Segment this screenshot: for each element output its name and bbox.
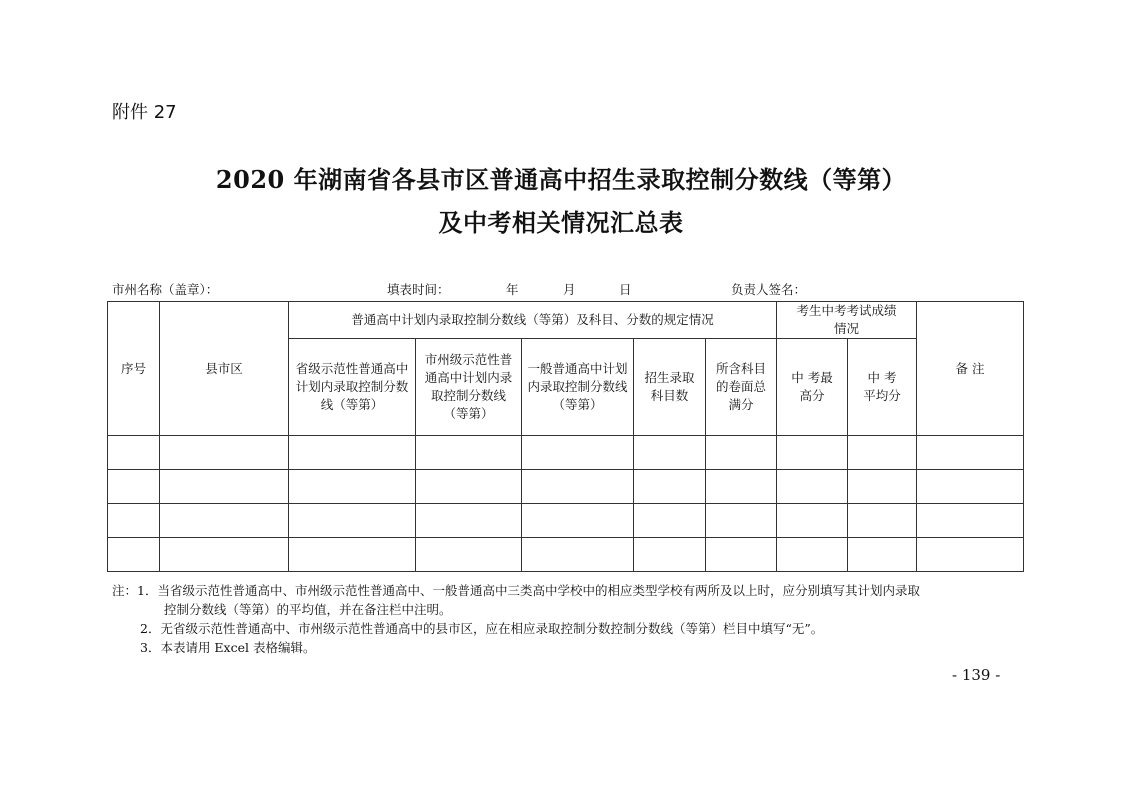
meta-year: 年	[506, 282, 519, 297]
table-cell[interactable]	[416, 470, 522, 504]
notes-block	[112, 581, 1027, 657]
note-1: 注：1．当省级示范性普通高中、市州级示范性普通高中、一般普通高中三类高中学校中的相应类型学校有两所及以上时，应分别填写其计划内录取	[112, 583, 920, 598]
page-number: - 139 -	[952, 666, 1001, 684]
table-cell[interactable]	[917, 470, 1024, 504]
table-cell[interactable]	[848, 470, 917, 504]
table-cell[interactable]	[706, 504, 777, 538]
summary-table	[107, 301, 1024, 572]
table-cell[interactable]	[917, 538, 1024, 572]
meta-sign: 负责人签名：	[731, 282, 807, 297]
table-cell[interactable]	[108, 538, 160, 572]
header-provincial-line: 省级示范性普通高中计划内录取控制分数线（等第）	[289, 339, 416, 436]
table-cell[interactable]	[289, 504, 416, 538]
header-seq: 序号	[108, 302, 160, 436]
header-general-line: 一般普通高中计划内录取控制分数线（等第）	[522, 339, 634, 436]
attachment-label: 附件 27	[112, 102, 177, 123]
table-cell[interactable]	[522, 470, 634, 504]
header-full-score: 所含科目的卷面总满分	[706, 339, 777, 436]
table-cell[interactable]	[917, 436, 1024, 470]
table-cell[interactable]	[777, 538, 848, 572]
header-group-exam: 考生中考考试成绩情况	[777, 302, 917, 339]
table-cell[interactable]	[289, 538, 416, 572]
table-cell[interactable]	[777, 470, 848, 504]
table-cell[interactable]	[634, 470, 706, 504]
table-cell[interactable]	[108, 436, 160, 470]
table-cell[interactable]	[634, 436, 706, 470]
table-cell[interactable]	[160, 538, 289, 572]
meta-fill-time: 填表时间：	[387, 282, 450, 297]
table-cell[interactable]	[160, 504, 289, 538]
table-cell[interactable]	[522, 504, 634, 538]
table-cell[interactable]	[634, 538, 706, 572]
doc-title-line2: 及中考相关情况汇总表	[438, 208, 684, 237]
note-3: 3．本表请用 Excel 表格编辑。	[140, 640, 316, 655]
header-county: 县市区	[160, 302, 289, 436]
meta-day: 日	[619, 282, 632, 297]
table-cell[interactable]	[848, 436, 917, 470]
table-cell[interactable]	[848, 538, 917, 572]
header-subject-count: 招生录取科目数	[634, 339, 706, 436]
header-remark: 备 注	[917, 302, 1024, 436]
table-cell[interactable]	[416, 436, 522, 470]
table-cell[interactable]	[416, 538, 522, 572]
table-cell[interactable]	[848, 504, 917, 538]
table-cell[interactable]	[777, 504, 848, 538]
header-max-score: 中 考最高分	[777, 339, 848, 436]
table-cell[interactable]	[289, 470, 416, 504]
note-2: 2．无省级示范性普通高中、市州级示范性普通高中的县市区，应在相应录取控制分数控制分数线（等第）栏目中填写“无”。	[140, 621, 824, 636]
table-cell[interactable]	[706, 470, 777, 504]
doc-title-line1: 2020 年湖南省各县市区普通高中招生录取控制分数线（等第）	[215, 165, 907, 194]
table-cell[interactable]	[522, 538, 634, 572]
table-cell[interactable]	[160, 470, 289, 504]
table-cell[interactable]	[160, 436, 289, 470]
table-cell[interactable]	[416, 504, 522, 538]
meta-month: 月	[563, 282, 576, 297]
header-group-score-line: 普通高中计划内录取控制分数线（等第）及科目、分数的规定情况	[289, 302, 777, 339]
meta-city: 市州名称（盖章）：	[112, 282, 219, 297]
table-row	[108, 436, 1024, 470]
table-cell[interactable]	[108, 470, 160, 504]
table-cell[interactable]	[108, 504, 160, 538]
table-cell[interactable]	[634, 504, 706, 538]
table-cell[interactable]	[522, 436, 634, 470]
table-row	[108, 504, 1024, 538]
header-avg-score: 中 考平均分	[848, 339, 917, 436]
table-row	[108, 538, 1024, 572]
header-city-line: 市州级示范性普通高中计划内录取控制分数线（等第）	[416, 339, 522, 436]
table-cell[interactable]	[706, 436, 777, 470]
table-cell[interactable]	[777, 436, 848, 470]
table-cell[interactable]	[706, 538, 777, 572]
table-row	[108, 470, 1024, 504]
table-cell[interactable]	[289, 436, 416, 470]
table-cell[interactable]	[917, 504, 1024, 538]
note-1-continued: 控制分数线（等第）的平均值，并在备注栏中注明。	[164, 602, 452, 617]
